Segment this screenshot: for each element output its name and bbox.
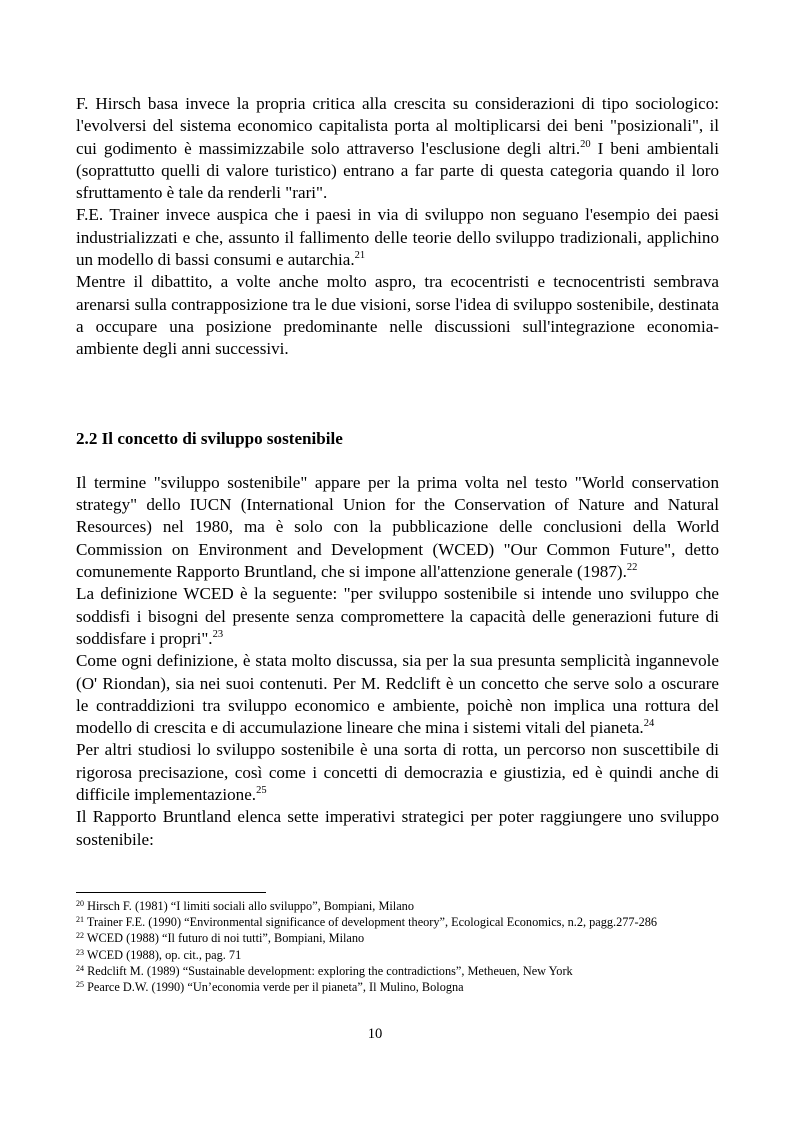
paragraph-rotta <box>76 739 719 806</box>
footnotes <box>76 898 736 995</box>
footnote-number: 22 <box>76 931 84 941</box>
footnote-number: 20 <box>76 899 84 908</box>
footnote-20 <box>76 898 736 914</box>
paragraph-trainer <box>76 204 719 271</box>
footnote-text: Trainer F.E. (1990) “Environmental significance of development theory”, Ecological Economics, n.2, pagg.277-286 <box>86 915 658 930</box>
paragraph-imperativi <box>76 806 719 851</box>
footnote-21 <box>76 914 736 930</box>
footnote-marker: 20 <box>580 138 591 150</box>
footnote-text: WCED (1988) “Il futuro di noi tutti”, Bompiani, Milano <box>86 931 365 946</box>
body-text <box>76 93 719 851</box>
footnote-number: 21 <box>76 915 84 925</box>
footnote-text: WCED (1988), op. cit., pag. 71 <box>86 947 242 962</box>
paragraph-text: I beni ambientali (soprattutto quelli di valore turistico) entrano a far parte di questa categoria quando il loro sfruttamento è tale da renderli "rari". <box>76 138 719 203</box>
paragraph-termine <box>76 472 719 583</box>
page-number: 10 <box>367 1026 383 1042</box>
footnote-marker: 25 <box>256 785 267 797</box>
paragraph-text: Il termine "sviluppo sostenibile" appare per la prima volta nel testo "World conservation strategy" dello IUCN (International Union for the Conservation of Nature and Natural Resources) nel 1980, ma è solo con la pubblicazione delle conclusioni della World Commission on Environment and Development (WCED) "Our Common Future", detto comunemente Rapporto Bruntland, che si impone all'attenzione generale (1987). <box>76 472 719 582</box>
paragraph-text: F.E. Trainer invece auspica che i paesi in via di sviluppo non seguano l'esempio dei paesi industrializzati e che, assunto il fallimento delle teorie dello sviluppo tradizionali, applichino un modello di bassi consumi e autarchia. <box>76 205 719 270</box>
paragraph-text: Per altri studiosi lo sviluppo sostenibile è una sorta di rotta, un percorso non suscettibile di rigorosa precisazione, così come i concetti di democrazia e giustizia, ed è quindi anche di difficile implementazione. <box>76 740 719 805</box>
section-paragraphs <box>76 472 719 851</box>
section-spacer <box>76 361 719 428</box>
paragraph-dibattito <box>76 271 719 360</box>
paragraph-hirsch <box>76 93 719 204</box>
paragraph-text: Come ogni definizione, è stata molto discussa, sia per la sua presunta semplicità ingannevole (O' Riondan), sia nei suoi contenuti. Per M. Redclift è un concetto che serve solo a oscurare le contraddizioni tra sviluppo economico e ambiente, poichè non implica una rottura del modello di crescita e di accumulazione lineare che mina i sistemi vitali del pianeta. <box>76 651 719 738</box>
heading-spacer <box>76 450 719 472</box>
footnote-text: Hirsch F. (1981) “I limiti sociali allo sviluppo”, Bompiani, Milano <box>87 899 414 913</box>
paragraph-text: Il Rapporto Bruntland elenca sette imperativi strategici per poter raggiungere uno sviluppo sostenibile: <box>76 807 719 849</box>
footnote-number: 23 <box>76 947 84 957</box>
intro-paragraphs <box>76 93 719 361</box>
footnote-24 <box>76 963 736 979</box>
footnote-text: Redclift M. (1989) “Sustainable development: exploring the contradictions”, Metheuen, New York <box>87 963 573 978</box>
footnote-marker: 24 <box>643 718 655 730</box>
footnote-marker: 21 <box>354 250 366 262</box>
footnote-number: 25 <box>76 980 84 990</box>
paragraph-text: La definizione WCED è la seguente: "per sviluppo sostenibile si intende uno sviluppo che soddisfi i bisogni del presente senza compromettere la capacità delle generazioni future di soddisfare i propri". <box>76 584 719 648</box>
footnote-25 <box>76 979 736 995</box>
paragraph-discussa <box>76 650 719 739</box>
footnote-number: 24 <box>76 963 84 973</box>
footnote-text: Pearce D.W. (1990) “Un’economia verde per il pianeta”, Il Mulino, Bologna <box>87 980 464 995</box>
paragraph-text: F. Hirsch basa invece la propria critica alla crescita su considerazioni di tipo sociologico: l'evolversi del sistema economico capitalista porta al moltiplicarsi dei beni "posizionali", il cui godimento è massimizzabile solo attraverso l'esclusione degli altri. <box>76 94 719 158</box>
paragraph-text: Mentre il dibattito, a volte anche molto aspro, tra ecocentristi e tecnocentristi sembrava arenarsi sulla contrapposizione tra le due visioni, sorse l'idea di sviluppo sostenibile, destinata a occupare una posizione predominante nelle discussioni sull'integrazione economia-ambiente degli anni successivi. <box>76 272 719 359</box>
section-heading: 2.2 Il concetto di sviluppo sostenibile <box>76 428 343 448</box>
footnote-23 <box>76 947 736 963</box>
footnote-separator <box>76 892 266 893</box>
footnote-marker: 23 <box>212 628 224 640</box>
footnote-marker: 22 <box>626 562 638 574</box>
footnote-22 <box>76 930 736 946</box>
paragraph-definizione <box>76 583 719 650</box>
